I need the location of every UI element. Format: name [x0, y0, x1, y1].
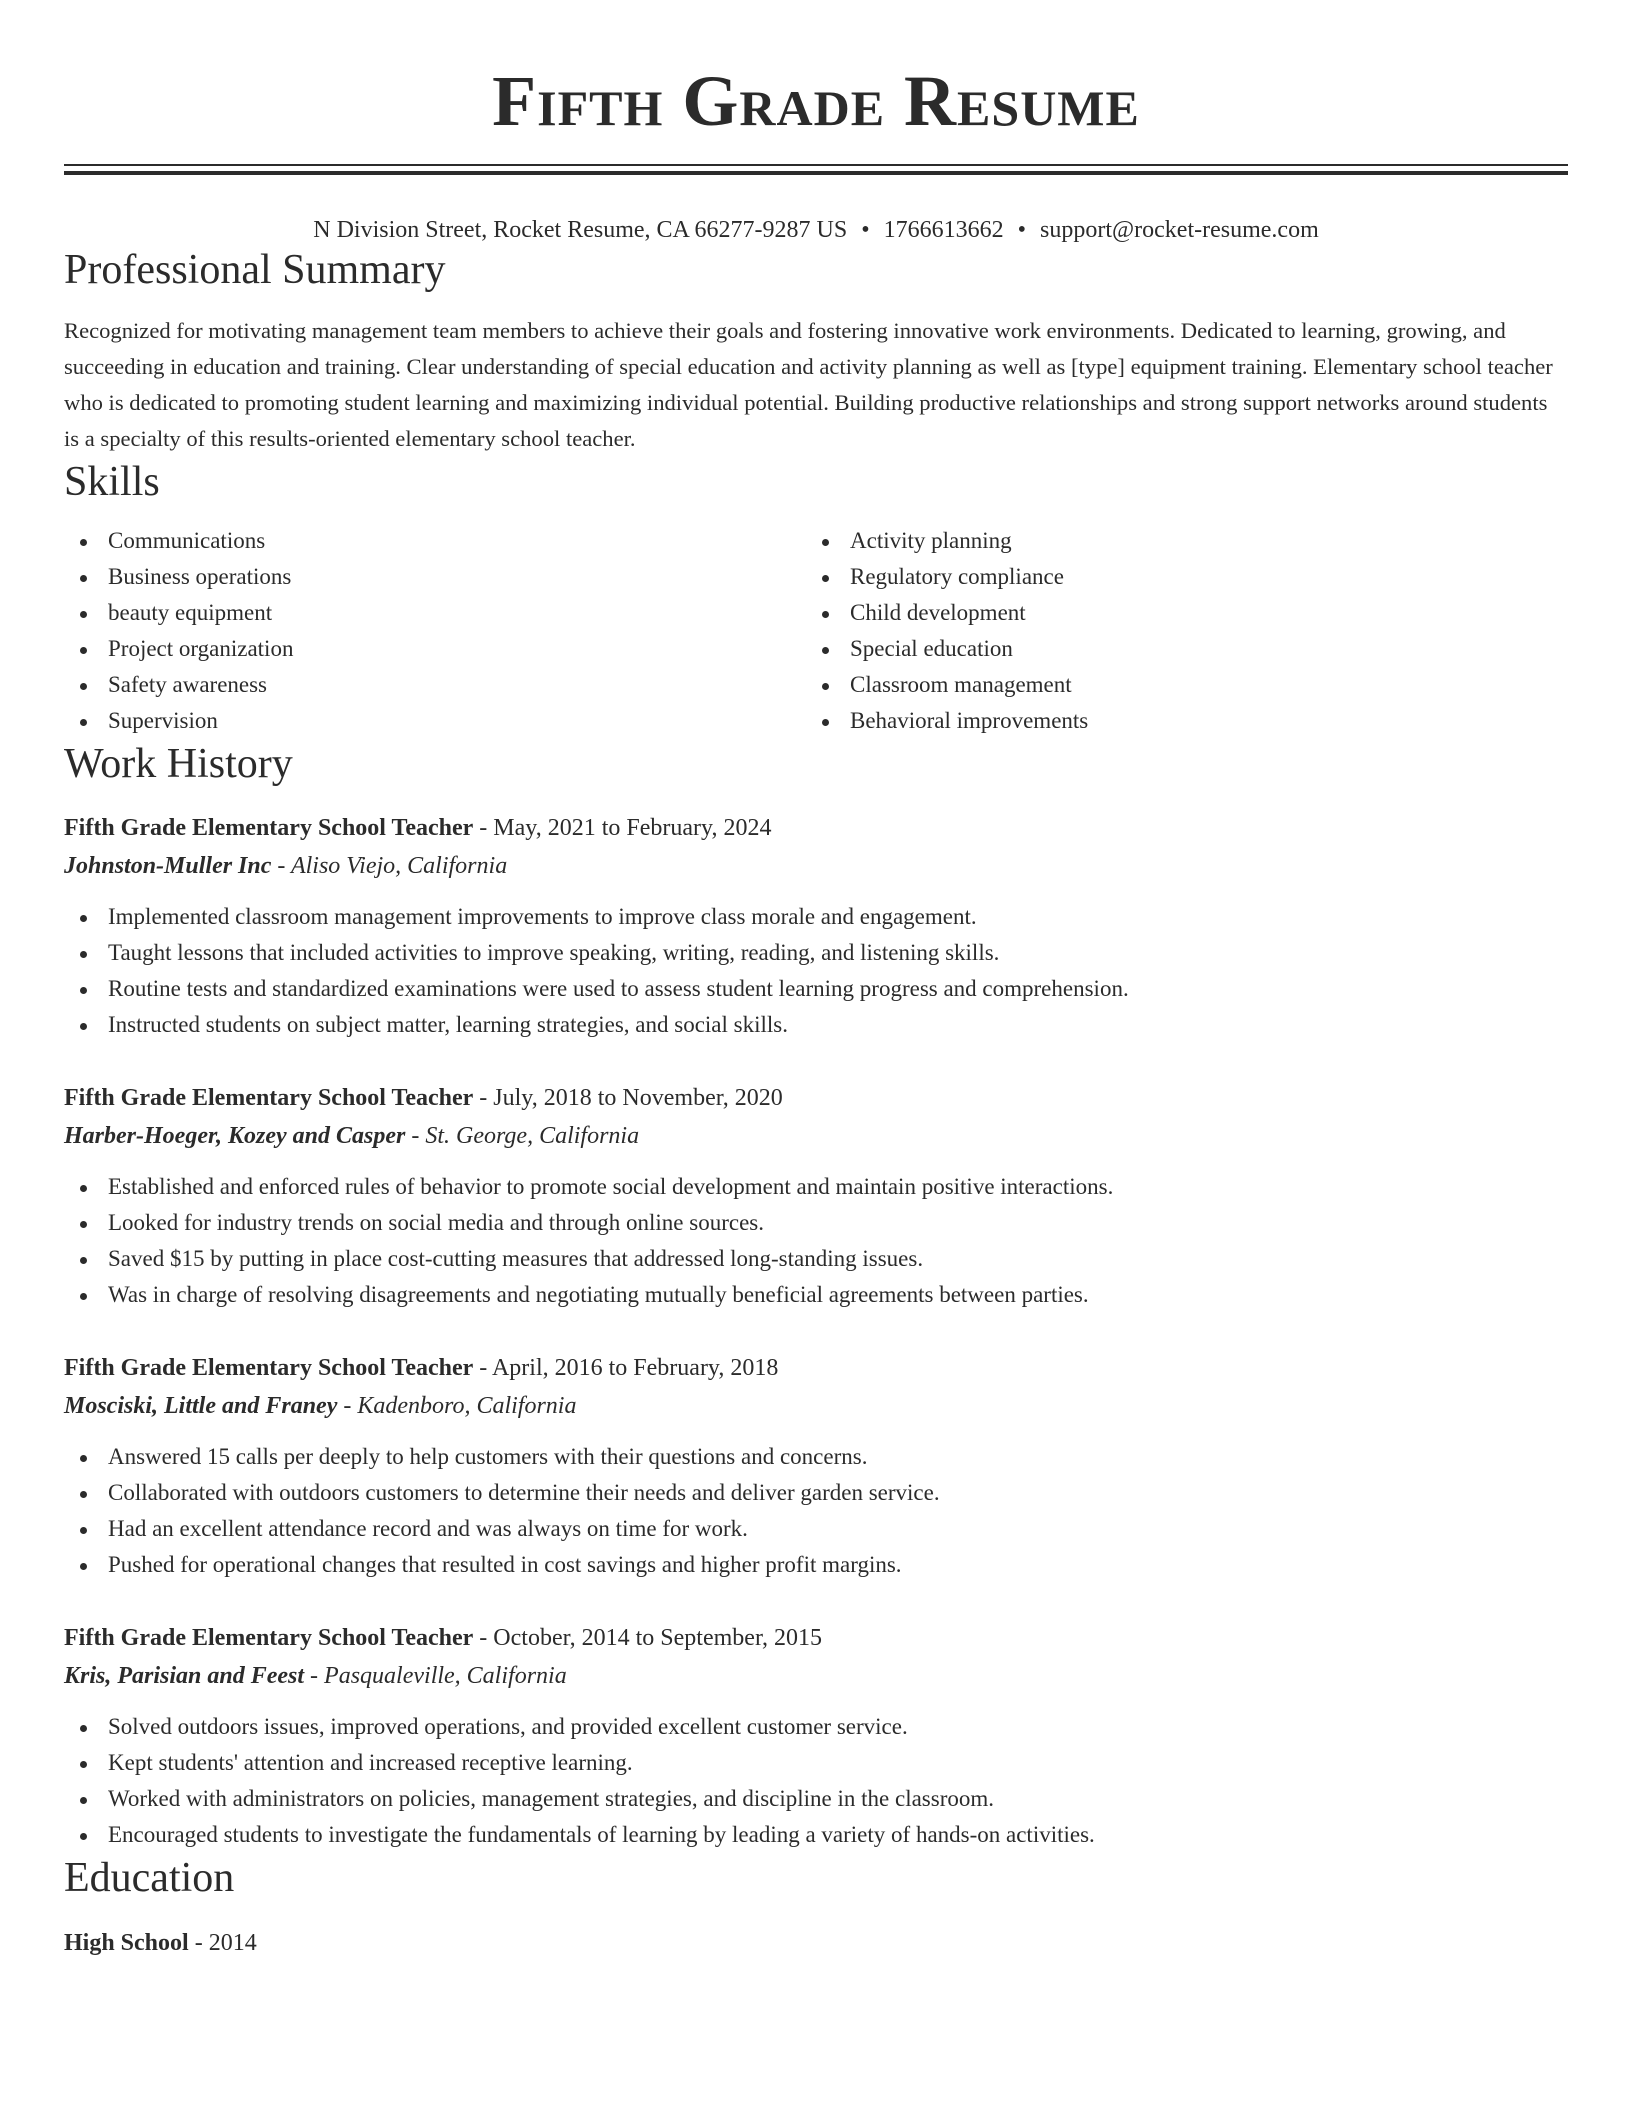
job-bullets	[64, 1169, 1568, 1313]
job-title: Fifth Grade Elementary School Teacher	[64, 1085, 474, 1111]
contact-address: N Division Street, Rocket Resume, CA 66277-9287 US	[313, 217, 848, 243]
contact-phone: 1766613662	[883, 217, 1004, 243]
skills-column-right	[806, 523, 1548, 739]
header-rule-thick	[64, 171, 1568, 175]
contact-separator: •	[861, 217, 870, 243]
header-rule-thin	[64, 164, 1568, 166]
job-location: Kadenboro, California	[357, 1393, 577, 1419]
job-entry	[64, 1079, 1568, 1313]
job-bullet: Taught lessons that included activities to improve speaking, writing, reading, and listening skills.	[64, 935, 1568, 971]
job-bullet: Implemented classroom management improvements to improve class morale and engagement.	[64, 899, 1568, 935]
job-title-line: Fifth Grade Elementary School Teacher - October, 2014 to September, 2015	[64, 1625, 822, 1651]
job-title-line: Fifth Grade Elementary School Teacher - May, 2021 to February, 2024	[64, 815, 772, 841]
education-entry: High School - 2014	[64, 1930, 257, 1956]
job-dates: April, 2016 to February, 2018	[491, 1355, 779, 1381]
job-bullets	[64, 899, 1568, 1043]
skill-item: Project organization	[64, 631, 806, 667]
contact-separator: •	[1017, 217, 1027, 243]
education-year: 2014	[208, 1930, 257, 1956]
skill-item: Special education	[806, 631, 1548, 667]
job-entry	[64, 1349, 1568, 1583]
skill-item: Classroom management	[806, 667, 1548, 703]
job-title: Fifth Grade Elementary School Teacher	[64, 1625, 474, 1651]
skill-item: Behavioral improvements	[806, 703, 1548, 739]
job-title: Fifth Grade Elementary School Teacher	[64, 815, 474, 841]
job-company-line: Harber-Hoeger, Kozey and Casper - St. George, California	[64, 1123, 640, 1149]
job-location: Aliso Viejo, California	[290, 853, 508, 879]
job-bullet: Pushed for operational changes that resulted in cost savings and higher profit margins.	[64, 1547, 1568, 1583]
skill-item: Business operations	[64, 559, 806, 595]
job-title-line: Fifth Grade Elementary School Teacher - July, 2018 to November, 2020	[64, 1085, 783, 1111]
job-title: Fifth Grade Elementary School Teacher	[64, 1355, 474, 1381]
job-company: Mosciski, Little and Franey	[64, 1393, 338, 1419]
skill-item: Child development	[806, 595, 1548, 631]
job-bullet: Saved $15 by putting in place cost-cutting measures that addressed long-standing issues.	[64, 1241, 1568, 1277]
job-location: St. George, California	[425, 1123, 640, 1149]
skills-list	[64, 523, 1568, 739]
skill-item: Supervision	[64, 703, 806, 739]
skill-item: beauty equipment	[64, 595, 806, 631]
job-company: Johnston-Muller Inc	[64, 853, 272, 879]
job-bullet: Encouraged students to investigate the fundamentals of learning by leading a variety of hands-on activities.	[64, 1817, 1568, 1853]
job-bullet: Answered 15 calls per deeply to help customers with their questions and concerns.	[64, 1439, 1568, 1475]
resume-name: Fifth Grade Resume	[492, 61, 1140, 141]
skill-item: Activity planning	[806, 523, 1548, 559]
summary-heading: Professional Summary	[64, 247, 446, 293]
summary-text: Recognized for motivating management team members to achieve their goals and fostering innovative work environments. Dedicated to learning, growing, and succeeding in education and training. Clear understanding of special education and activity planning as well as [type] equipment training. Elementary school teacher who is dedicated to promoting student learning and maximizing individual potential. Building productive relationships and strong support networks around students is a specialty of this results-oriented elementary school teacher.	[64, 318, 1553, 451]
work-history-heading: Work History	[64, 741, 293, 787]
job-title-line: Fifth Grade Elementary School Teacher - April, 2016 to February, 2018	[64, 1355, 779, 1381]
job-bullets	[64, 1439, 1568, 1583]
job-bullet: Kept students' attention and increased receptive learning.	[64, 1745, 1568, 1781]
skill-item: Safety awareness	[64, 667, 806, 703]
job-bullet: Solved outdoors issues, improved operations, and provided excellent customer service.	[64, 1709, 1568, 1745]
job-bullet: Instructed students on subject matter, learning strategies, and social skills.	[64, 1007, 1568, 1043]
job-dates: October, 2014 to September, 2015	[493, 1625, 822, 1651]
job-bullet: Was in charge of resolving disagreements and negotiating mutually beneficial agreements between parties.	[64, 1277, 1568, 1313]
job-company-line: Johnston-Muller Inc - Aliso Viejo, California	[64, 853, 508, 879]
contact-email: support@rocket-resume.com	[1040, 217, 1319, 243]
job-bullet: Collaborated with outdoors customers to determine their needs and deliver garden service.	[64, 1475, 1568, 1511]
job-dates: July, 2018 to November, 2020	[493, 1085, 783, 1111]
job-company: Harber-Hoeger, Kozey and Casper	[64, 1123, 406, 1149]
job-location: Pasqualeville, California	[324, 1663, 567, 1689]
job-company-line: Kris, Parisian and Feest - Pasqualeville, California	[64, 1663, 567, 1689]
job-company-line: Mosciski, Little and Franey - Kadenboro, California	[64, 1393, 577, 1419]
job-dates: May, 2021 to February, 2024	[493, 815, 772, 841]
job-entry	[64, 1619, 1568, 1853]
contact-line	[64, 215, 1568, 245]
job-bullet: Worked with administrators on policies, management strategies, and discipline in the classroom.	[64, 1781, 1568, 1817]
skills-column-left	[64, 523, 806, 739]
job-bullet: Routine tests and standardized examinations were used to assess student learning progress and comprehension.	[64, 971, 1568, 1007]
education-heading: Education	[64, 1855, 235, 1901]
job-bullet: Had an excellent attendance record and was always on time for work.	[64, 1511, 1568, 1547]
skills-heading: Skills	[64, 459, 160, 505]
job-bullet: Established and enforced rules of behavior to promote social development and maintain positive interactions.	[64, 1169, 1568, 1205]
job-company: Kris, Parisian and Feest	[64, 1663, 305, 1689]
education-degree: High School	[64, 1930, 189, 1956]
job-entry	[64, 809, 1568, 1043]
job-bullets	[64, 1709, 1568, 1853]
skill-item: Regulatory compliance	[806, 559, 1548, 595]
job-bullet: Looked for industry trends on social media and through online sources.	[64, 1205, 1568, 1241]
skill-item: Communications	[64, 523, 806, 559]
